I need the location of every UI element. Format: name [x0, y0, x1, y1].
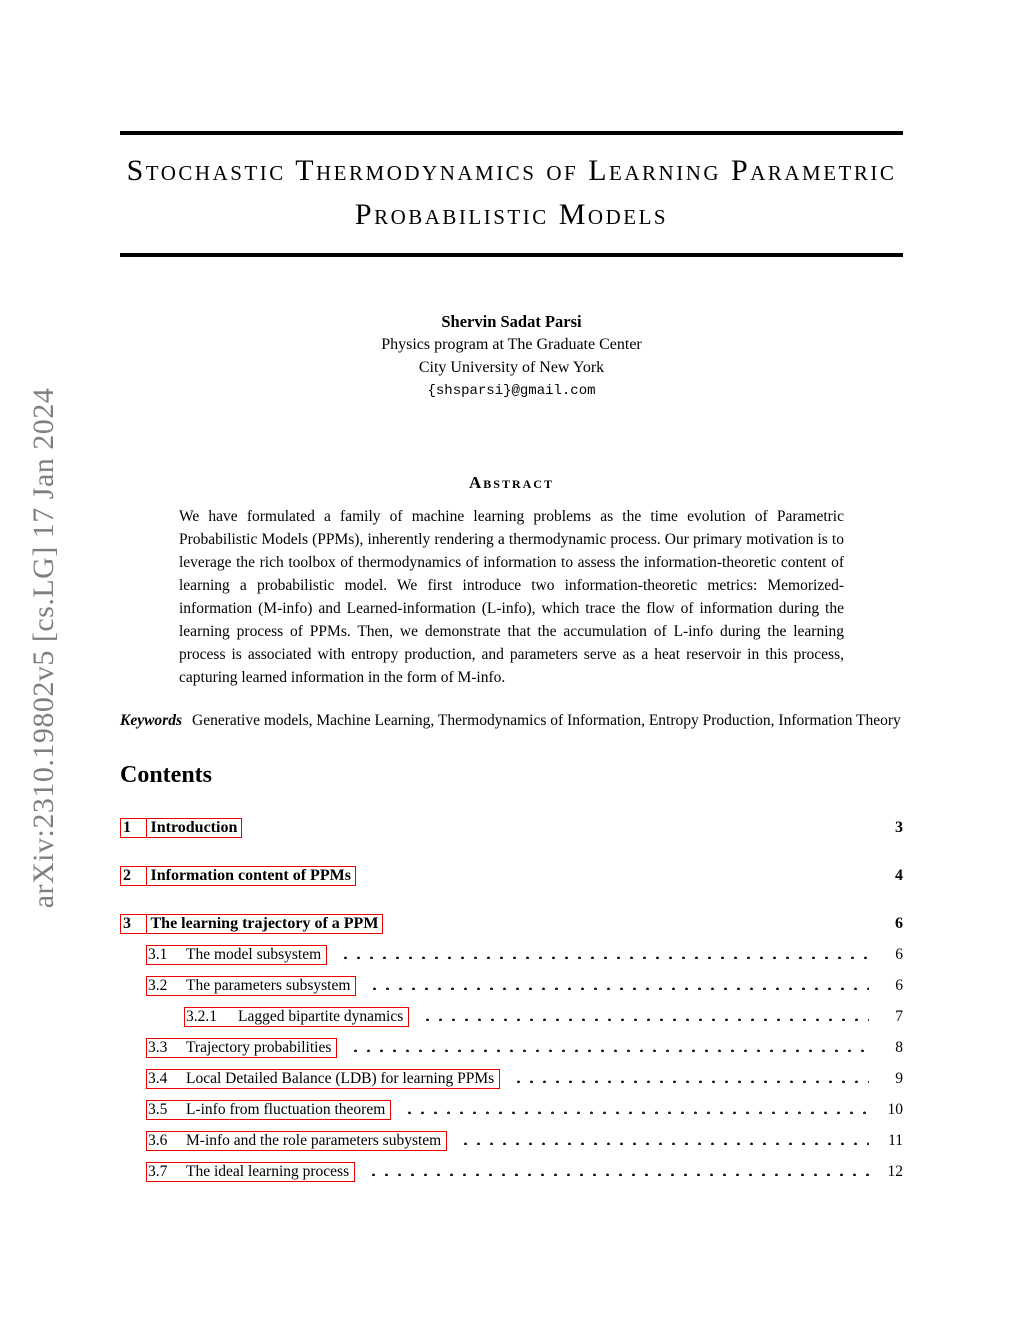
toc-dot-leader: [337, 955, 869, 959]
keywords-label: Keywords: [120, 712, 182, 729]
paper-title-line-2: Probabilistic Models: [354, 198, 669, 231]
toc-section-number: 3.2.1: [186, 1008, 217, 1025]
toc-section-number: 3: [120, 914, 147, 934]
toc-section-number: 3.6: [148, 1132, 168, 1149]
keywords-text: Generative models, Machine Learning, Thermodynamics of Information, Entropy Production, Information Theory: [192, 712, 901, 729]
toc-dot-leader: [366, 876, 869, 880]
toc-section-title: Local Detailed Balance (LDB) for learning PPMs: [186, 1070, 495, 1087]
toc-page-number: 6: [895, 946, 903, 963]
toc-link[interactable]: [146, 945, 327, 965]
toc-section-title: Lagged bipartite dynamics: [238, 1008, 404, 1025]
toc-section-title: Information content of PPMs: [146, 866, 356, 886]
toc-entry: [184, 1007, 903, 1027]
toc-dot-leader: [393, 924, 869, 928]
toc-entry: [146, 1069, 903, 1089]
keywords-line: [120, 709, 903, 732]
toc-page-number: 6: [895, 977, 903, 994]
toc-entry: [146, 945, 903, 965]
toc-section-number: 3.1: [148, 946, 168, 963]
toc-link[interactable]: [146, 1038, 337, 1058]
toc-dot-leader: [419, 1017, 869, 1021]
toc-section-number: 1: [120, 818, 147, 838]
author-affiliation-1: Physics program at The Graduate Center: [381, 336, 642, 353]
toc-dot-leader: [510, 1079, 869, 1083]
toc-section-title: L-info from fluctuation theorem: [186, 1101, 386, 1118]
toc-page-number: 4: [895, 867, 903, 884]
toc-section-number: 3.7: [148, 1163, 168, 1180]
toc-entry: [146, 1131, 903, 1151]
toc-link[interactable]: [146, 1100, 391, 1120]
abstract-text: We have formulated a family of machine learning problems as the time evolution of Parametric Probabilistic Models (PPMs), inherently rendering a thermodynamic process. Our primary motivation is to leverage the rich toolbox of thermodynamics of information to assess the information-theoretic content of learning a probabilistic model. We first introduce two information-theoretic metrics: Memorized-information (M-info) and Learned-information (L-info), which trace the flow of information during the learning process of PPMs. Then, we demonstrate that the accumulation of L-info during the learning process is associated with entropy production, and parameters serve as a heat reservoir in this process, capturing learned information in the form of M-info.: [179, 508, 844, 686]
toc-entry: [146, 1162, 903, 1182]
page-content: [120, 0, 903, 1182]
toc-link[interactable]: [120, 818, 242, 838]
toc-section-number: 2: [120, 866, 147, 886]
toc-dot-leader: [401, 1110, 869, 1114]
toc-page-number: 3: [895, 819, 903, 836]
toc-section-number: 3.3: [148, 1039, 168, 1056]
toc-entry: [120, 914, 903, 934]
author-block: [120, 310, 903, 403]
toc-section-title: The model subsystem: [186, 946, 322, 963]
toc-page-number: 9: [895, 1070, 903, 1087]
toc-link[interactable]: [184, 1007, 409, 1027]
toc-section-title: Trajectory probabilities: [186, 1039, 332, 1056]
toc-section-title: The parameters subsystem: [186, 977, 351, 994]
toc-link[interactable]: [120, 866, 356, 886]
toc-section-number: 3.4: [148, 1070, 168, 1087]
toc-section-title: The learning trajectory of a PPM: [146, 914, 384, 934]
toc-entry: [146, 976, 903, 996]
toc-link[interactable]: [146, 1162, 355, 1182]
toc-entry: [146, 1038, 903, 1058]
toc-dot-leader: [366, 986, 869, 990]
abstract-heading: Abstract: [469, 473, 554, 492]
toc-page-number: 6: [895, 915, 903, 932]
toc-page-number: 12: [887, 1163, 903, 1180]
toc-dot-leader: [252, 828, 869, 832]
contents-heading: Contents: [120, 762, 213, 788]
toc-dot-leader: [347, 1048, 869, 1052]
author-affiliation-2: City University of New York: [418, 359, 605, 376]
toc-section-number: 3.2: [148, 977, 168, 994]
toc-page-number: 8: [895, 1039, 903, 1056]
toc-page-number: 11: [888, 1132, 903, 1149]
toc-entry: [120, 866, 903, 886]
author-name: Shervin Sadat Parsi: [441, 312, 582, 331]
toc-dot-leader: [457, 1141, 869, 1145]
table-of-contents: [120, 818, 903, 1182]
toc-link[interactable]: [120, 914, 383, 934]
toc-section-title: The ideal learning process: [186, 1163, 350, 1180]
toc-link[interactable]: [146, 1131, 447, 1151]
toc-section-title: Introduction: [146, 818, 243, 838]
title-rule-top: [120, 131, 903, 135]
toc-page-number: 10: [887, 1101, 903, 1118]
toc-dot-leader: [365, 1172, 869, 1176]
paper-title: [120, 149, 903, 237]
toc-link[interactable]: [146, 976, 356, 996]
toc-section-number: 3.5: [148, 1101, 168, 1118]
toc-link[interactable]: [146, 1069, 500, 1089]
toc-section-title: M-info and the role parameters subystem: [186, 1132, 442, 1149]
arxiv-watermark: arXiv:2310.19802v5 [cs.LG] 17 Jan 2024: [27, 387, 60, 909]
toc-entry: [120, 818, 903, 838]
title-rule-bottom: [120, 253, 903, 257]
toc-page-number: 7: [895, 1008, 903, 1025]
paper-title-line-1: Stochastic Thermodynamics of Learning Parametric: [126, 154, 897, 187]
author-email: {shsparsi}@gmail.com: [427, 383, 596, 399]
toc-entry: [146, 1100, 903, 1120]
